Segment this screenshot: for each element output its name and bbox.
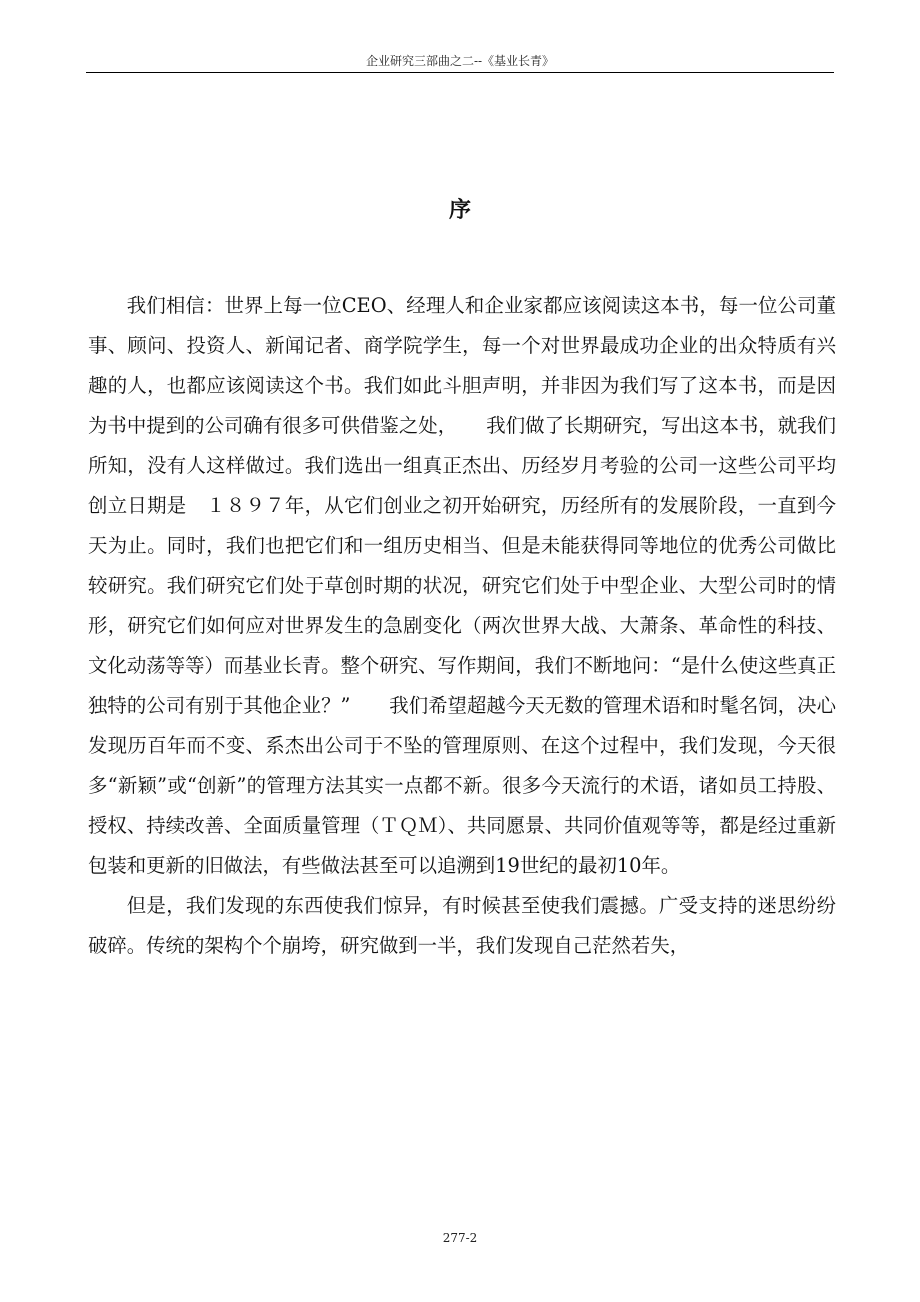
section-title: 序 <box>448 197 471 223</box>
running-title: 企业研究三部曲之二--《基业长青》 <box>365 54 555 68</box>
running-header <box>86 50 834 73</box>
page-number: 277-2 <box>442 1231 478 1245</box>
body-text <box>88 286 836 966</box>
paragraph-2: 但是，我们发现的东西使我们惊异，有时候甚至使我们震撼。广受支持的迷思纷纷破碎。传统的架构个个崩垮，研究做到一半，我们发现自己茫然若失， <box>88 894 836 957</box>
paragraph-1: 我们相信：世界上每一位CEO、经理人和企业家都应该阅读这本书，每一位公司董事、顾问、投资人、新闻记者、商学院学生，每一个对世界最成功企业的出众特质有兴趣的人，也都应该阅读这个书。我们如此斗胆声明，并非因为我们写了这本书，而是因为书中提到的公司确有很多可供借鉴之处， 我们做了长期研究，写出这本书，就我们所知，没有人这样做过。我们选出一组真正杰出、历经岁月考验的公司一这些公司平均创立日期是 １８９７年，从它们创业之初开始研究，历经所有的发展阶段，一直到今天为止。同时，我们也把它们和一组历史相当、但是未能获得同等地位的优秀公司做比较研究。我们研究它们处于草创时期的状况，研究它们处于中型企业、大型公司时的情形，研究它们如何应对世界发生的急剧变化（两次世界大战、大萧条、革命性的科技、文化动荡等等）而基业长青。整个研究、写作期间，我们不断地问：“是什么使这些真正独特的公司有别于其他企业？” 我们希望超越今天无数的管理术语和时髦名饲，决心发现历百年而不变、系杰出公司于不坠的管理原则、在这个过程中，我们发现，今天很多“新颖”或“创新”的管理方法其实一点都不新。很多今天流行的术语，诸如员工持股、授权、持续改善、全面质量管理（ＴＱＭ）、共同愿景、共同价值观等等，都是经过重新包装和更新的旧做法，有些做法甚至可以追溯到19世纪的最初10年。 <box>88 294 836 877</box>
